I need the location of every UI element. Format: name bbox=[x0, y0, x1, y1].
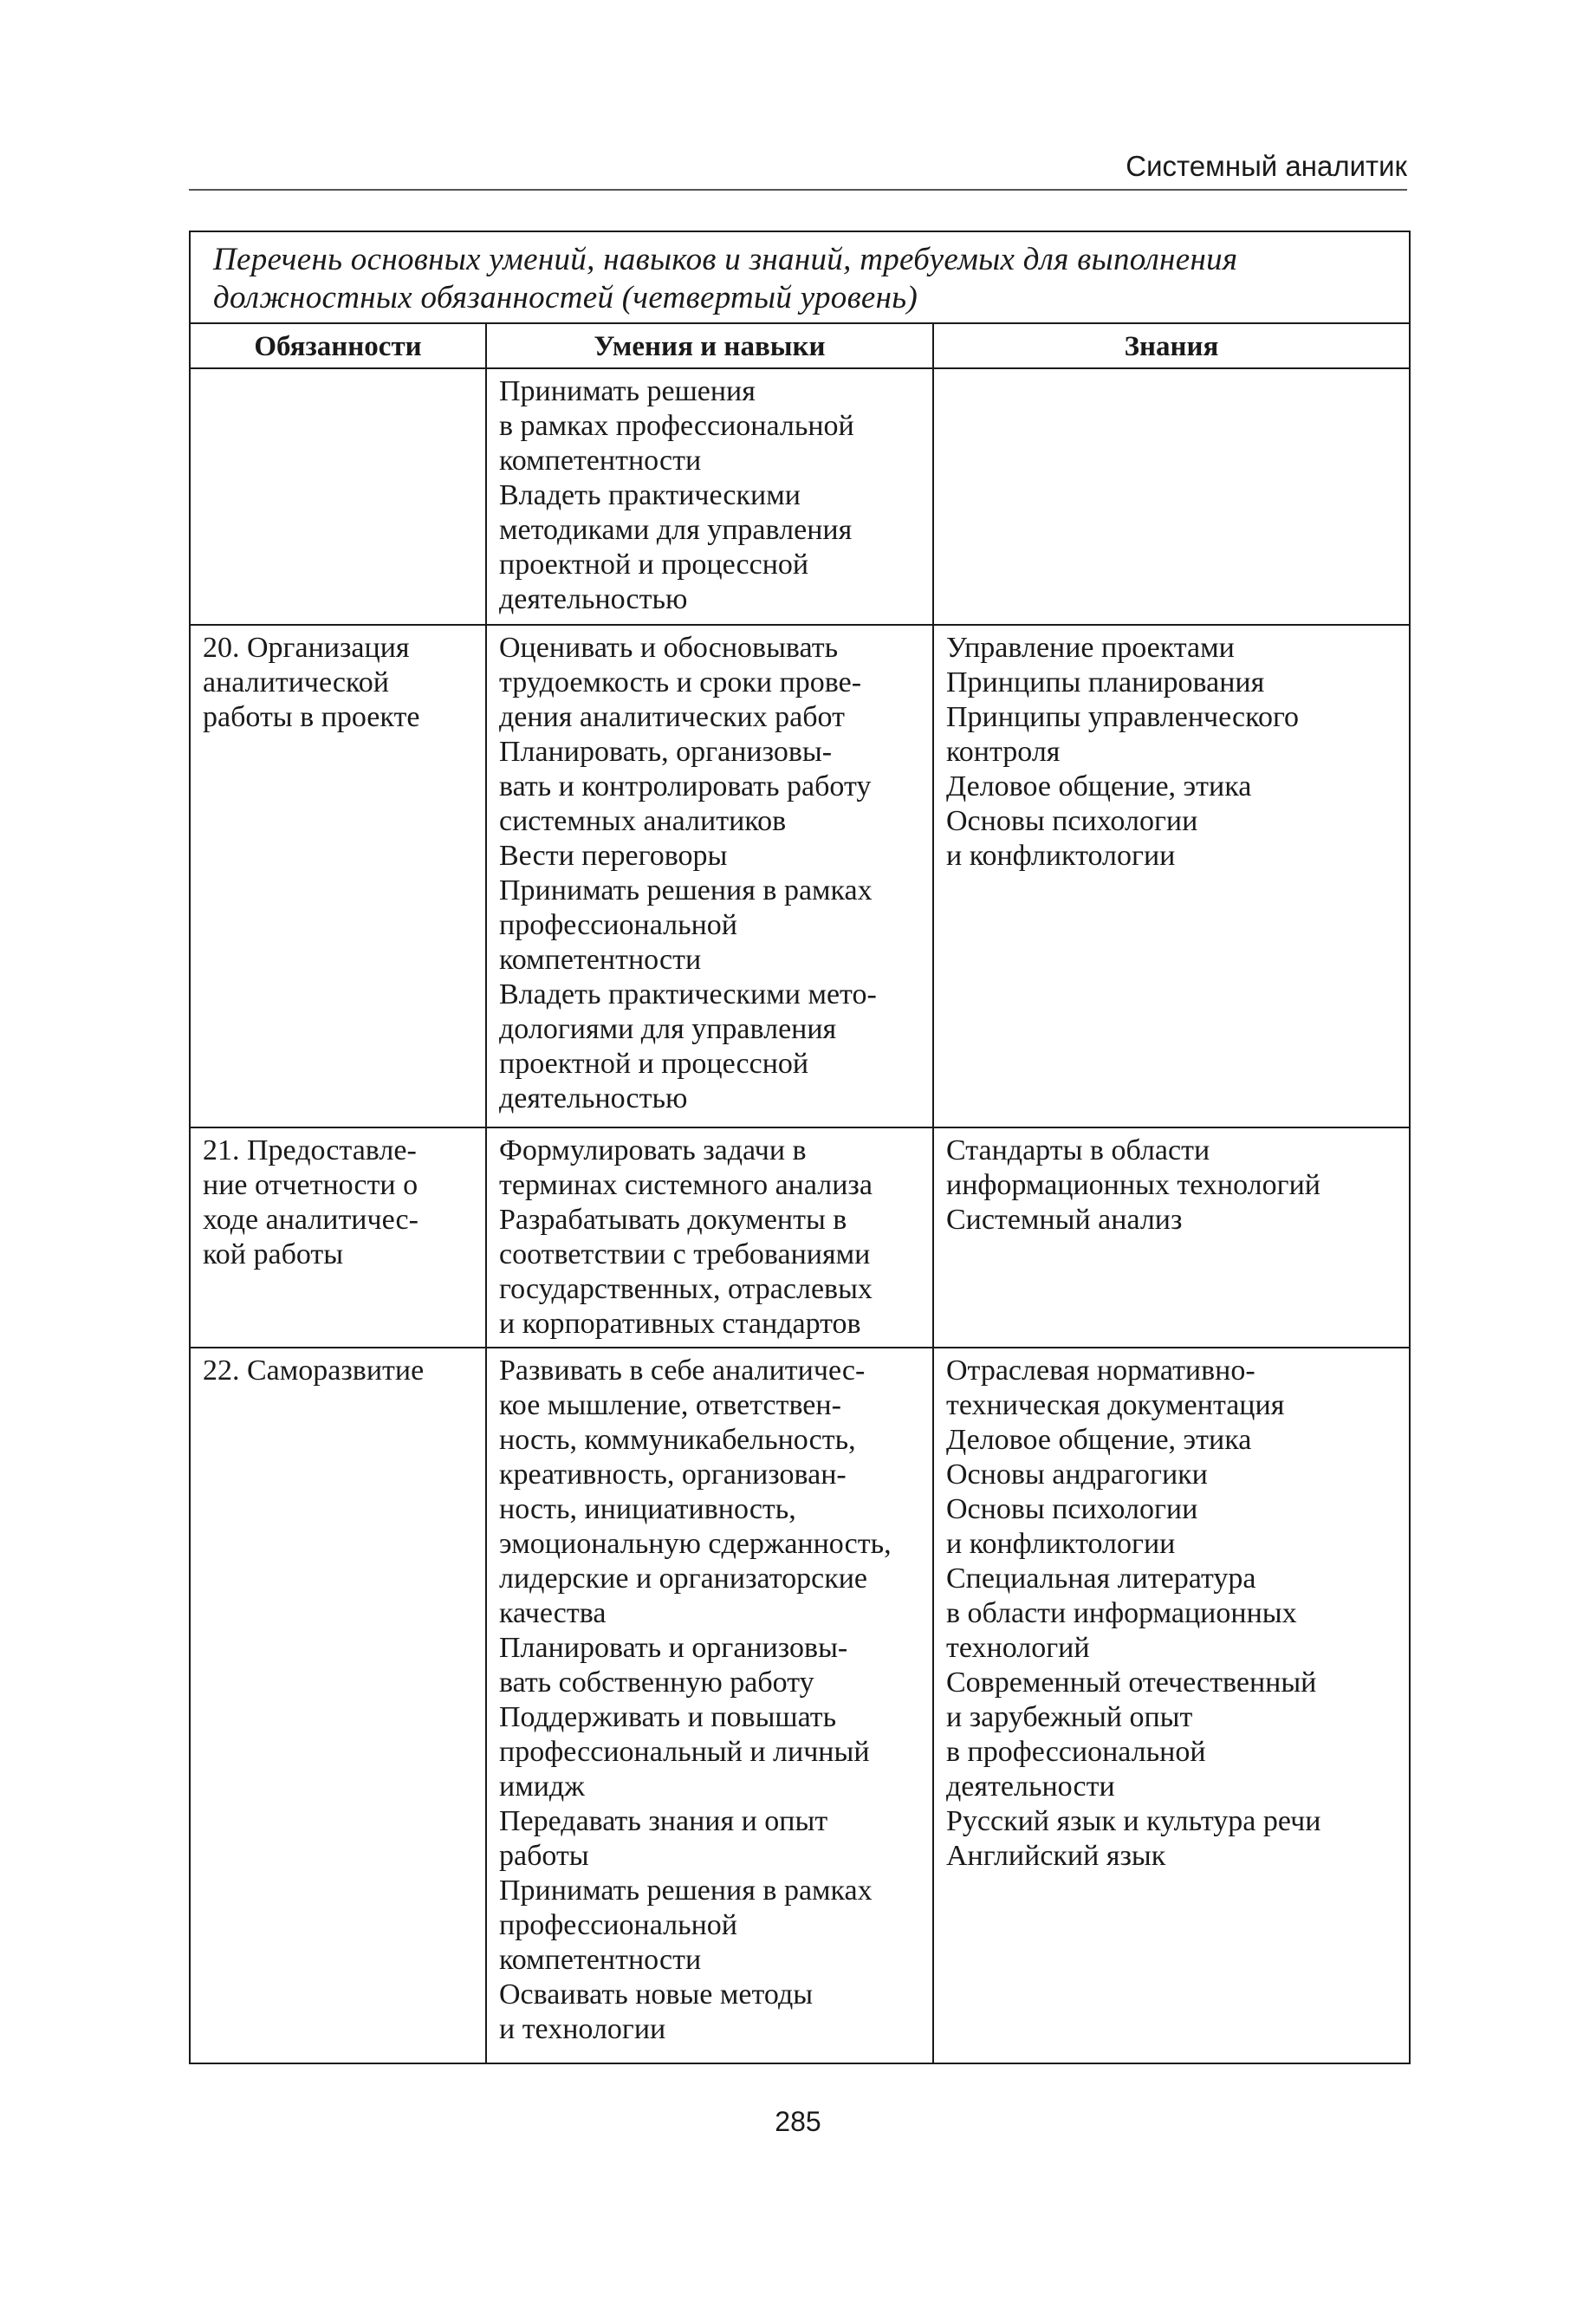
cell-line: и конфликтологии bbox=[946, 840, 1176, 872]
cell-line: компетентности bbox=[499, 445, 702, 477]
cell-line: и конфликтологии bbox=[946, 1528, 1176, 1560]
cell-line: Английский язык bbox=[946, 1840, 1166, 1872]
cell-line: Оценивать и обосновывать bbox=[499, 632, 839, 664]
column-header-skills: Умения и навыки bbox=[486, 323, 933, 368]
table-header-row bbox=[190, 323, 1410, 368]
table-caption bbox=[190, 231, 1410, 323]
duty-cell bbox=[190, 1127, 486, 1348]
cell-line: дологиями для управления bbox=[499, 1013, 837, 1045]
cell-line: профессиональной bbox=[499, 909, 737, 941]
cell-line: информационных технологий bbox=[946, 1169, 1320, 1201]
cell-line: дения аналитических работ bbox=[499, 701, 845, 733]
cell-line: аналитической bbox=[203, 666, 390, 698]
caption-line: Перечень основных умений, навыков и знаний, требуемых для выполнения bbox=[213, 242, 1238, 277]
cell-line: ность, коммуникабельность, bbox=[499, 1424, 856, 1456]
knowledge-cell bbox=[933, 625, 1410, 1127]
cell-line: трудоемкость и сроки прове- bbox=[499, 666, 862, 698]
cell-line: Специальная литература bbox=[946, 1563, 1256, 1595]
cell-line: Развивать в себе аналитичес- bbox=[499, 1355, 866, 1387]
cell-line: и зарубежный опыт bbox=[946, 1701, 1193, 1733]
cell-line: Планировать, организовы- bbox=[499, 736, 833, 768]
cell-line: Современный отечественный bbox=[946, 1667, 1317, 1699]
skills-cell bbox=[486, 625, 933, 1127]
cell-line: в профессиональной bbox=[946, 1736, 1206, 1768]
cell-line: проектной и процессной bbox=[499, 1048, 809, 1080]
cell-line: работы в проекте bbox=[203, 701, 420, 733]
cell-line: кой работы bbox=[203, 1238, 344, 1270]
cell-line: Владеть практическими мето- bbox=[499, 978, 877, 1010]
table-row bbox=[190, 625, 1410, 1127]
cell-line: в области информационных bbox=[946, 1597, 1297, 1629]
caption-line: должностных обязанностей (четвертый уровень) bbox=[213, 280, 918, 315]
table-row bbox=[190, 1348, 1410, 2063]
skills-cell bbox=[486, 368, 933, 625]
cell-line: вать и контролировать работу bbox=[499, 770, 872, 802]
duty-cell bbox=[190, 625, 486, 1127]
cell-line: Осваивать новые методы bbox=[499, 1978, 814, 2011]
cell-line: соответствии с требованиями bbox=[499, 1238, 871, 1270]
skills-cell bbox=[486, 1127, 933, 1348]
cell-line: ние отчетности о bbox=[203, 1169, 418, 1201]
cell-line: Основы андрагогики bbox=[946, 1459, 1208, 1491]
cell-line: Поддерживать и повышать bbox=[499, 1701, 837, 1733]
cell-line: 21. Предоставле- bbox=[203, 1134, 417, 1166]
running-head-title: Системный аналитик bbox=[1126, 150, 1407, 182]
cell-line: методиками для управления bbox=[499, 514, 853, 546]
cell-line: и корпоративных стандартов bbox=[499, 1308, 861, 1340]
cell-line: Принципы планирования bbox=[946, 666, 1265, 698]
knowledge-cell bbox=[933, 1127, 1410, 1348]
cell-line: профессиональной bbox=[499, 1909, 737, 1941]
cell-line: контроля bbox=[946, 736, 1061, 768]
duty-cell bbox=[190, 368, 486, 625]
cell-line: государственных, отраслевых bbox=[499, 1273, 873, 1305]
cell-line: эмоциональную сдержанность, bbox=[499, 1528, 892, 1560]
header-rule bbox=[189, 189, 1407, 191]
cell-line: Планировать и организовы- bbox=[499, 1632, 848, 1664]
competency-table bbox=[189, 231, 1411, 2064]
cell-line: проектной и процессной bbox=[499, 549, 809, 581]
cell-line: Стандарты в области bbox=[946, 1134, 1210, 1166]
cell-line: Вести переговоры bbox=[499, 840, 728, 872]
cell-line: Передавать знания и опыт bbox=[499, 1805, 828, 1837]
cell-line: деятельностью bbox=[499, 1082, 688, 1114]
cell-line: терминах системного анализа bbox=[499, 1169, 873, 1201]
cell-line: Принципы управленческого bbox=[946, 701, 1300, 733]
cell-line: работы bbox=[499, 1840, 589, 1872]
cell-line: Принимать решения bbox=[499, 375, 756, 407]
cell-line: 22. Саморазвитие bbox=[203, 1355, 425, 1387]
cell-line: в рамках профессиональной bbox=[499, 410, 854, 442]
cell-line: Деловое общение, этика bbox=[946, 1424, 1252, 1456]
cell-line: Разрабатывать документы в bbox=[499, 1204, 847, 1236]
cell-line: системных аналитиков bbox=[499, 805, 787, 837]
cell-line: Отраслевая нормативно- bbox=[946, 1355, 1255, 1387]
cell-line: качества bbox=[499, 1597, 607, 1629]
table-caption-row bbox=[190, 231, 1410, 323]
cell-line: компетентности bbox=[499, 944, 702, 976]
cell-line: профессиональный и личный bbox=[499, 1736, 870, 1768]
cell-line: ходе аналитичес- bbox=[203, 1204, 418, 1236]
cell-line: 20. Организация bbox=[203, 632, 410, 664]
cell-line: лидерские и организаторские bbox=[499, 1563, 868, 1595]
table-row bbox=[190, 368, 1410, 625]
cell-line: техническая документация bbox=[946, 1389, 1285, 1421]
cell-line: Управление проектами bbox=[946, 632, 1235, 664]
cell-line: деятельностью bbox=[499, 583, 688, 615]
page-number: 285 bbox=[775, 2106, 821, 2137]
cell-line: кое мышление, ответствен- bbox=[499, 1389, 841, 1421]
cell-line: Формулировать задачи в bbox=[499, 1134, 807, 1166]
cell-line: вать собственную работу bbox=[499, 1667, 814, 1699]
table-body bbox=[190, 368, 1410, 2063]
cell-line: Основы психологии bbox=[946, 1493, 1198, 1525]
cell-line: Принимать решения в рамках bbox=[499, 874, 873, 906]
cell-line: имидж bbox=[499, 1770, 585, 1803]
cell-line: Русский язык и культура речи bbox=[946, 1805, 1321, 1837]
cell-line: технологий bbox=[946, 1632, 1090, 1664]
cell-line: Основы психологии bbox=[946, 805, 1198, 837]
cell-line: креативность, организован- bbox=[499, 1459, 847, 1491]
cell-line: Владеть практическими bbox=[499, 479, 801, 511]
cell-line: компетентности bbox=[499, 1944, 702, 1976]
column-header-knowledge: Знания bbox=[933, 323, 1410, 368]
cell-line: и технологии bbox=[499, 2013, 666, 2045]
cell-line: Системный анализ bbox=[946, 1204, 1183, 1236]
cell-line: деятельности bbox=[946, 1770, 1115, 1803]
table-row bbox=[190, 1127, 1410, 1348]
knowledge-cell bbox=[933, 1348, 1410, 2063]
duty-cell bbox=[190, 1348, 486, 2063]
column-header-duties: Обязанности bbox=[190, 323, 486, 368]
knowledge-cell bbox=[933, 368, 1410, 625]
skills-cell bbox=[486, 1348, 933, 2063]
cell-line: ность, инициативность, bbox=[499, 1493, 796, 1525]
cell-line: Деловое общение, этика bbox=[946, 770, 1252, 802]
cell-line: Принимать решения в рамках bbox=[499, 1874, 873, 1907]
